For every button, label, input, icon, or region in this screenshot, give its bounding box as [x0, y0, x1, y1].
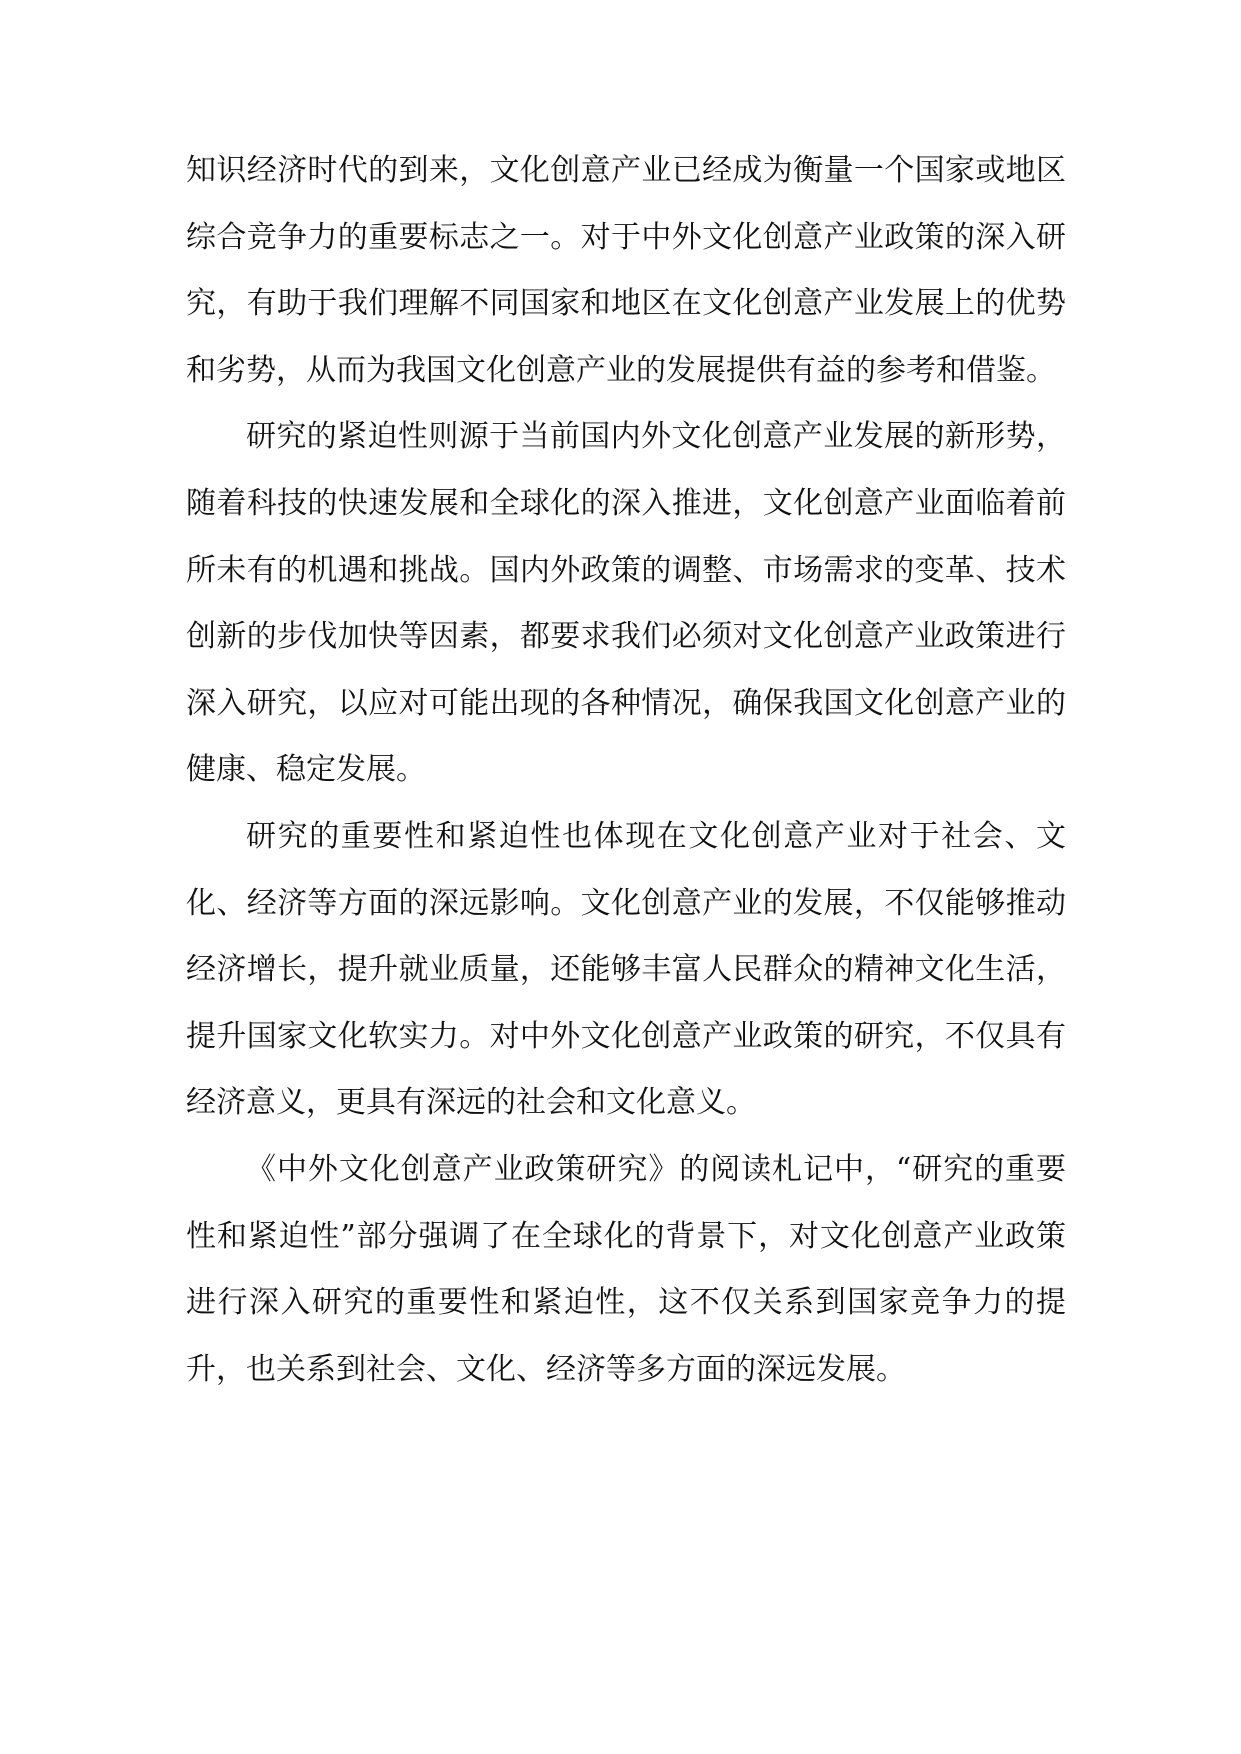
- paragraph-4: 《中外文化创意产业政策研究》的阅读札记中，“研究的重要性和紧迫性”部分强调了在全球化的背景下，对文化创意产业政策进行深入研究的重要性和紧迫性，这不仅关系到国家竞争力的提升，也关系到社会、文化、经济等多方面的深远发展。: [186, 1151, 1066, 1387]
- paragraph-3: 研究的重要性和紧迫性也体现在文化创意产业对于社会、文化、经济等方面的深远影响。文化创意产业的发展，不仅能够推动经济增长，提升就业质量，还能够丰富人民群众的精神文化生活，提升国家文化软实力。对中外文化创意产业政策的研究，不仅具有经济意义，更具有深远的社会和文化意义。: [186, 818, 1066, 1121]
- document-body: [186, 138, 1066, 1403]
- paragraph-2: 研究的紧迫性则源于当前国内外文化创意产业发展的新形势，随着科技的快速发展和全球化的深入推进，文化创意产业面临着前所未有的机遇和挑战。国内外政策的调整、市场需求的变革、技术创新的步伐加快等因素，都要求我们必须对文化创意产业政策进行深入研究，以应对可能出现的各种情况，确保我国文化创意产业的健康、稳定发展。: [186, 419, 1066, 788]
- paragraph-1: 知识经济时代的到来，文化创意产业已经成为衡量一个国家或地区综合竞争力的重要标志之一。对于中外文化创意产业政策的深入研究，有助于我们理解不同国家和地区在文化创意产业发展上的优势和劣势，从而为我国文化创意产业的发展提供有益的参考和借鉴。: [186, 153, 1066, 388]
